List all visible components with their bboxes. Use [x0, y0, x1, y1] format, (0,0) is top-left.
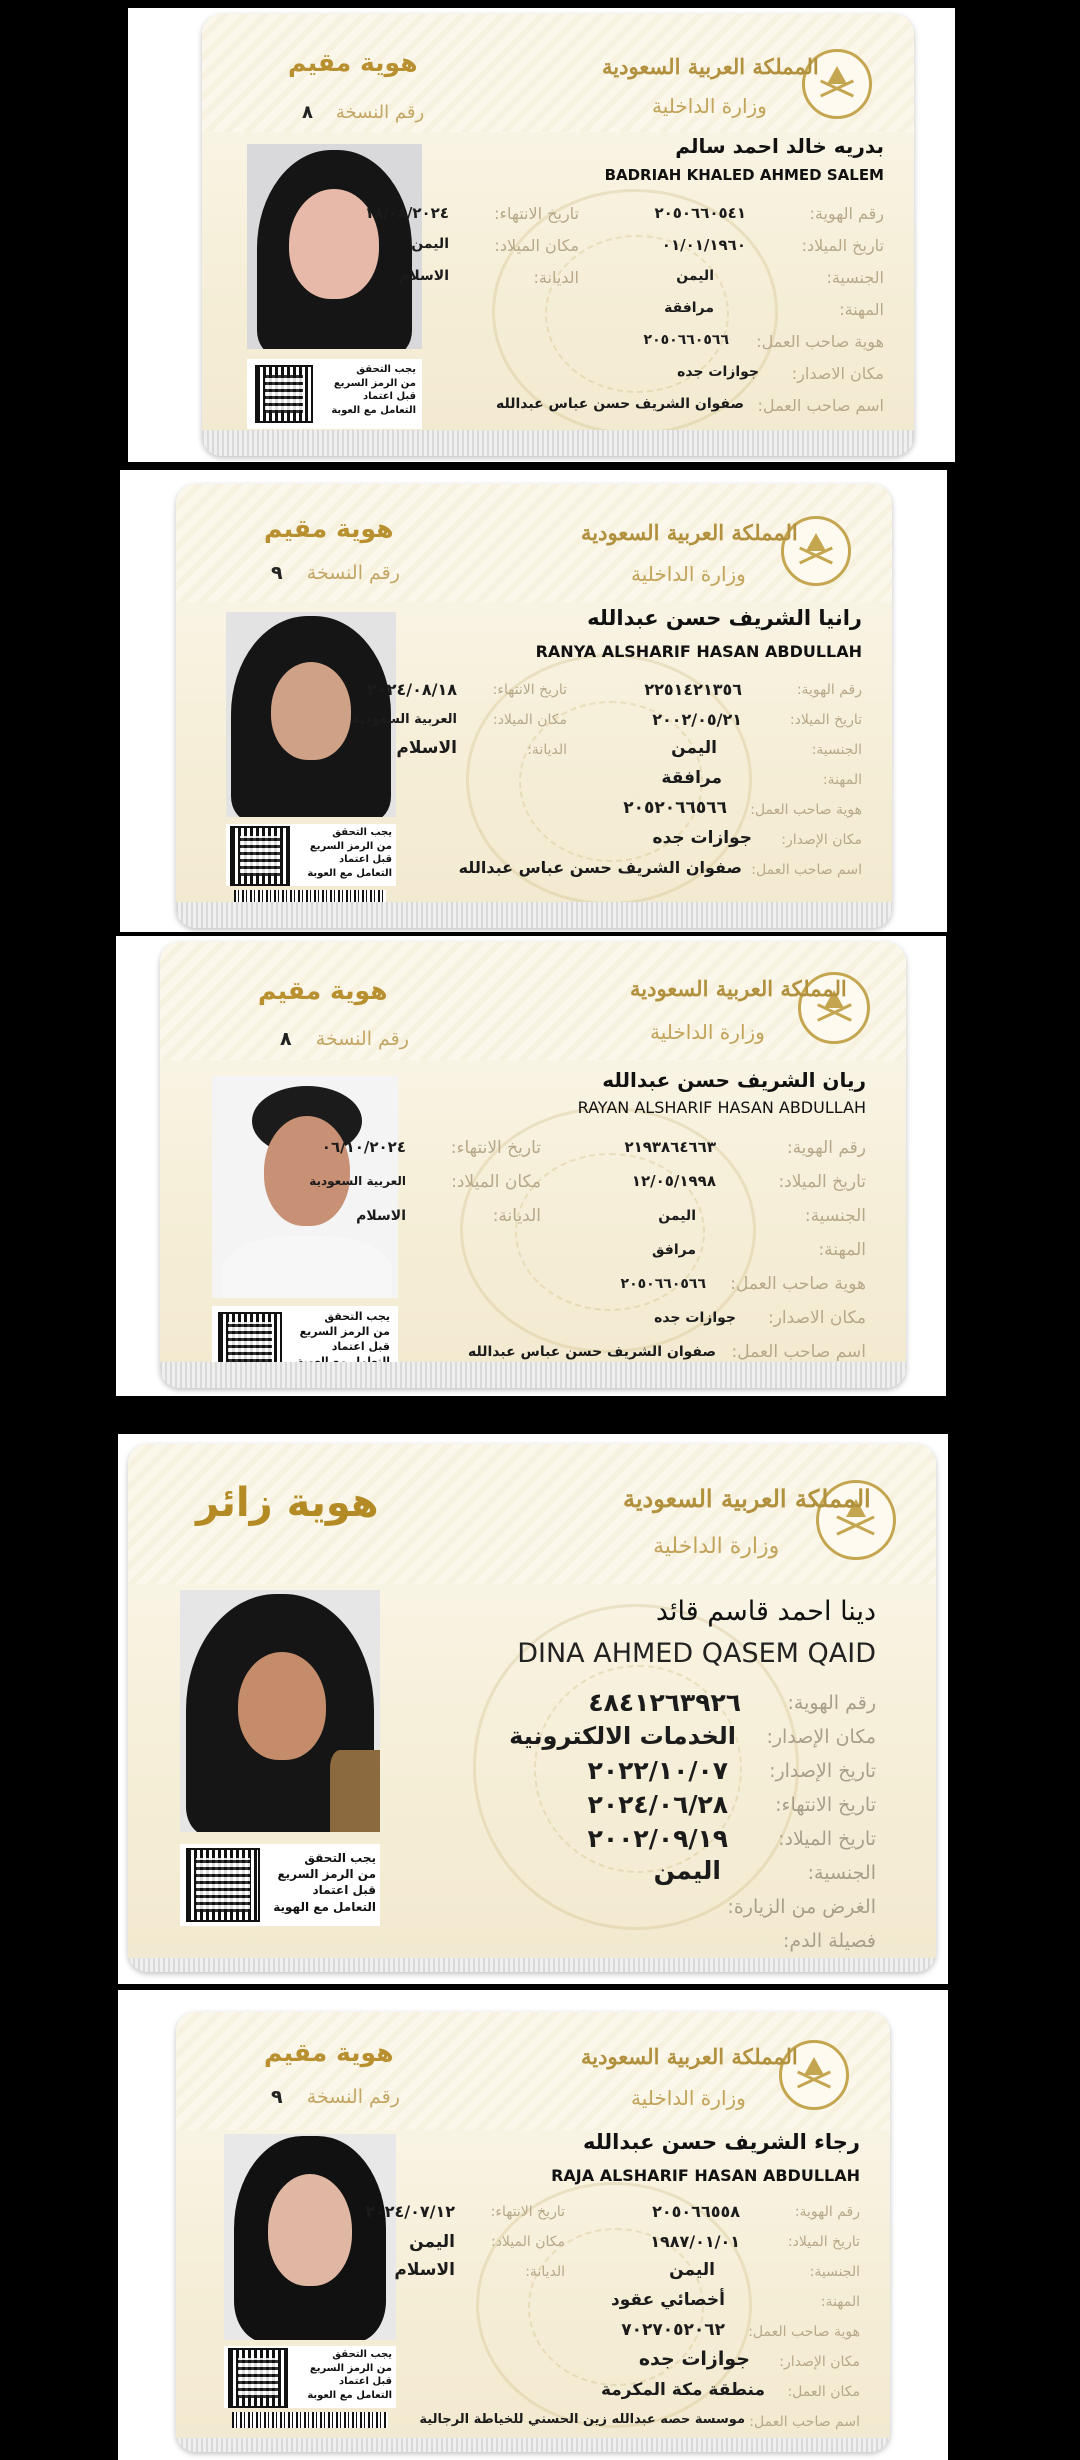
label-religion: الديانة:: [527, 742, 567, 758]
resident-card-5: [176, 2012, 890, 2452]
visitor-card: [128, 1444, 936, 1972]
label-issue-place: مكان الاصدار:: [791, 364, 884, 383]
label-dob: تاريخ الميلاد:: [778, 1172, 866, 1192]
value-sponsor-id: ٢٠٥٢٠٦٦٥٦٦: [623, 798, 727, 818]
holder-photo: [180, 1590, 380, 1832]
value-religion: الاسلام: [356, 1208, 406, 1224]
label-dob: تاريخ الميلاد:: [789, 712, 862, 728]
label-dob: تاريخ الميلاد:: [801, 236, 884, 255]
card-bottom-band: [128, 1958, 936, 1972]
label-pob: مكان الميلاد:: [494, 236, 579, 255]
holder-name-english: DINA AHMED QASEM QAID: [517, 1638, 876, 1669]
label-nationality: الجنسية:: [807, 1862, 876, 1884]
value-religion: الاسلام: [394, 2260, 455, 2280]
kingdom-name: المملكة العربية السعودية: [581, 520, 798, 545]
card-panel-2: [120, 470, 947, 932]
value-sponsor-id: ٢٠٥٠٦٦٠٥٦٦: [620, 1276, 706, 1292]
label-id: رقم الهوية:: [787, 1692, 876, 1714]
ministry-name: وزارة الداخلية: [652, 94, 767, 118]
card-type-title: هوية مقيم: [264, 2038, 394, 2067]
value-dob: ٠١/٠١/١٩٦٠: [661, 236, 746, 254]
resident-card-1: [202, 14, 914, 456]
qr-section: [224, 2346, 396, 2408]
card-bottom-band: [176, 2438, 890, 2452]
label-id: رقم الهوية:: [796, 682, 862, 698]
label-sponsor-name: اسم صاحب العمل:: [751, 862, 862, 878]
label-expiry: تاريخ الانتهاء:: [492, 682, 567, 698]
label-expiry: تاريخ الانتهاء:: [494, 204, 579, 223]
value-sponsor-name: صفوان الشريف حسن عباس عبدالله: [458, 858, 742, 877]
value-profession: مرافقة: [661, 768, 722, 788]
holder-name-english: RANYA ALSHARIF HASAN ABDULLAH: [535, 642, 862, 661]
value-pob: العربية السعودية: [309, 1174, 406, 1188]
resident-card-3: [160, 942, 906, 1388]
label-id: رقم الهوية:: [786, 1138, 866, 1158]
label-sponsor-name: اسم صاحب العمل:: [731, 1342, 866, 1362]
kingdom-name: المملكة العربية السعودية: [581, 2044, 798, 2069]
label-profession: المهنة:: [839, 300, 884, 319]
label-sponsor-id: هوية صاحب العمل:: [730, 1274, 866, 1294]
holder-name-english: RAYAN ALSHARIF HASAN ABDULLAH: [577, 1098, 866, 1117]
copy-number: رقم النسخة ٨: [302, 102, 425, 123]
value-issue-place: جوازات جده: [652, 828, 752, 848]
label-issue-place: مكان الاصدار:: [768, 1308, 866, 1328]
label-sponsor-id: هوية صاحب العمل:: [750, 802, 862, 818]
holder-name-arabic: رجاء الشريف حسن عبدالله: [582, 2130, 860, 2154]
value-religion: الاسلام: [399, 268, 449, 284]
qr-section: [180, 1844, 380, 1926]
card-bottom-band: [160, 1362, 906, 1388]
value-nationality: اليمن: [658, 1208, 696, 1224]
value-expiry: ٢٠٢٤/٠٨/١٨: [367, 680, 457, 699]
label-profession: المهنة:: [818, 1240, 866, 1260]
value-profession: مرافق: [652, 1242, 696, 1258]
label-pob: مكان الميلاد:: [490, 2234, 565, 2250]
value-issue-date: ٢٠٢٢/١٠/٠٧: [587, 1756, 728, 1785]
holder-name-arabic: دينا احمد قاسم قائد: [655, 1596, 876, 1627]
value-issue-place: الخدمات الالكترونية: [509, 1722, 736, 1750]
value-work-place: منطقة مكة المكرمة: [600, 2380, 765, 2400]
value-nationality: اليمن: [676, 268, 714, 284]
copy-number: رقم النسخة ٩: [271, 2086, 400, 2108]
holder-name-english: RAJA ALSHARIF HASAN ABDULLAH: [551, 2166, 860, 2185]
qr-code-icon: [230, 2350, 286, 2406]
value-id: ٢٢٥١٤٢١٣٥٦: [644, 680, 742, 699]
value-profession: أخصائي عقود: [611, 2290, 725, 2310]
resident-card-2: [176, 484, 892, 928]
card-type-title: هوية مقيم: [258, 976, 388, 1005]
qr-verify-note: يجب التحقق من الرمز السريع قبل اعتماد التعامل مع العوبة: [331, 364, 416, 416]
value-expiry: ١٨/٠٨/٢٠٢٤: [364, 204, 449, 222]
qr-section: [247, 359, 422, 429]
value-dob: ١٩٨٧/٠١/٠١: [650, 2232, 740, 2251]
qr-verify-note: يجب التحقق من الرمز السريع قبل اعتماد التعامل مع الهوية: [273, 1851, 376, 1914]
card-type-title: هوية زائر: [196, 1480, 379, 1526]
label-issue-date: تاريخ الإصدار:: [769, 1760, 876, 1782]
value-expiry: ٠٦/١٠/٢٠٢٤: [321, 1138, 406, 1156]
value-sponsor-name: موسسة حصه عبدالله زين الحسني للخياطة الرجالية: [419, 2412, 745, 2427]
card-panel-3: [116, 936, 946, 1396]
value-sponsor-id: ٧٠٢٧٠٥٢٠٦٢: [621, 2320, 725, 2340]
value-pob: اليمن: [409, 2232, 455, 2252]
holder-name-english: BADRIAH KHALED AHMED SALEM: [604, 166, 884, 184]
card-panel-1: [128, 8, 955, 462]
label-expiry: تاريخ الانتهاء:: [450, 1138, 541, 1158]
label-nationality: الجنسية:: [811, 742, 862, 758]
value-pob: العربية السعودية: [352, 712, 457, 727]
card-panel-5: [118, 1990, 948, 2460]
card-bottom-band: [202, 430, 914, 456]
value-id: ٢١٩٣٨٦٤٦٦٣: [624, 1138, 716, 1156]
value-religion: الاسلام: [396, 738, 457, 758]
holder-name-arabic: بدريه خالد احمد سالم: [675, 134, 884, 158]
card-panel-4: [118, 1434, 948, 1984]
holder-name-arabic: رانيا الشريف حسن عبدالله: [587, 606, 862, 630]
value-nationality: اليمن: [671, 738, 717, 758]
label-issue-place: مكان الإصدار:: [779, 2354, 860, 2370]
card-type-title: هوية مقيم: [264, 514, 394, 543]
qr-code-icon: [232, 828, 288, 884]
ministry-name: وزارة الداخلية: [631, 562, 746, 586]
holder-photo: [247, 144, 422, 349]
label-id: رقم الهوية:: [809, 204, 884, 223]
value-profession: مرافقة: [664, 300, 714, 316]
value-expiry: ٢٠٢٤/٠٦/٢٨: [587, 1790, 728, 1819]
value-id: ٤٨٤١٢٦٣٩٢٦: [588, 1688, 741, 1717]
label-profession: المهنة:: [820, 2294, 860, 2310]
label-sponsor-id: هوية صاحب العمل:: [756, 332, 884, 351]
copy-number: رقم النسخة ٩: [271, 562, 400, 584]
label-expiry: تاريخ الانتهاء:: [490, 2204, 565, 2220]
value-nationality: اليمن: [653, 1856, 721, 1885]
label-visit-purpose: الغرض من الزيارة:: [727, 1896, 876, 1918]
value-pob: اليمن: [411, 236, 449, 252]
label-religion: الديانة:: [525, 2264, 565, 2280]
value-issue-place: جوازات جده: [638, 2348, 750, 2370]
label-profession: المهنة:: [822, 772, 862, 788]
label-sponsor-id: هوية صاحب العمل:: [748, 2324, 860, 2340]
label-nationality: الجنسية:: [809, 2264, 860, 2280]
qr-code-icon: [257, 367, 311, 421]
card-type-title: هوية مقيم: [288, 48, 418, 77]
qr-verify-note: يجب التحقق من الرمز السريع قبل اعتماد التعامل مع العوبة: [307, 2349, 392, 2401]
value-dob: ٢٠٠٢/٠٩/١٩: [587, 1824, 728, 1853]
holder-name-arabic: ريان الشريف حسن عبدالله: [602, 1068, 866, 1092]
ministry-name: وزارة الداخلية: [650, 1020, 765, 1044]
value-id: ٢٠٥٠٦٦٠٥٤١: [654, 204, 746, 222]
kingdom-name: المملكة العربية السعودية: [602, 54, 819, 79]
label-pob: مكان الميلاد:: [451, 1172, 541, 1192]
label-sponsor-name: اسم صاحب العمل:: [757, 396, 884, 415]
ministry-name: وزارة الداخلية: [653, 1534, 780, 1559]
value-nationality: اليمن: [669, 2260, 715, 2280]
qr-verify-note: يجب التحقق من الرمز السريع قبل اعتماد التعامل مع العوبة: [307, 827, 392, 879]
label-blood-type: فصيلة الدم:: [782, 1930, 876, 1952]
label-sponsor-name: اسم صاحب العمل:: [749, 2414, 860, 2430]
qr-section: [226, 824, 396, 886]
label-religion: الديانة:: [533, 268, 579, 287]
kingdom-name: المملكة العربية السعودية: [630, 976, 847, 1001]
label-dob: تاريخ الميلاد:: [787, 2234, 860, 2250]
copy-number: رقم النسخة ٨: [280, 1028, 409, 1050]
label-nationality: الجنسية:: [826, 268, 884, 287]
barcode-icon: [232, 2412, 388, 2428]
card-bottom-band: [176, 902, 892, 928]
label-expiry: تاريخ الانتهاء:: [775, 1794, 876, 1816]
qr-code-icon: [188, 1850, 258, 1920]
qr-verify-note: يجب التحقق من الرمز السريع قبل اعتماد: [299, 1310, 390, 1353]
value-dob: ١٢/٠٥/١٩٩٨: [631, 1172, 716, 1190]
value-id: ٢٠٥٠٦٦٥٥٨: [652, 2202, 740, 2221]
holder-photo: [224, 2134, 396, 2340]
value-dob: ٢٠٠٢/٠٥/٢١: [652, 710, 742, 729]
label-work-place: مكان العمل:: [787, 2384, 860, 2400]
label-nationality: الجنسية:: [804, 1206, 866, 1226]
label-issue-place: مكان الإصدار:: [781, 832, 862, 848]
label-id: رقم الهوية:: [794, 2204, 860, 2220]
value-expiry: ٢٠٢٤/٠٧/١٢: [365, 2202, 455, 2221]
label-pob: مكان الميلاد:: [492, 712, 567, 728]
label-religion: الديانة:: [492, 1206, 541, 1226]
ministry-name: وزارة الداخلية: [631, 2086, 746, 2110]
value-sponsor-id: ٢٠٥٠٦٦٠٥٦٦: [643, 332, 729, 348]
label-dob: تاريخ الميلاد:: [778, 1828, 876, 1850]
value-sponsor-name: صفوان الشريف حسن عباس عبدالله: [468, 1344, 716, 1360]
label-issue-place: مكان الإصدار:: [766, 1726, 876, 1748]
value-sponsor-name: صفوان الشريف حسن عباس عبدالله: [496, 396, 744, 412]
kingdom-name: المملكة العربية السعودية: [623, 1484, 871, 1513]
value-issue-place: جوازات جده: [654, 1310, 736, 1326]
value-issue-place: جوازات جده: [677, 364, 759, 380]
